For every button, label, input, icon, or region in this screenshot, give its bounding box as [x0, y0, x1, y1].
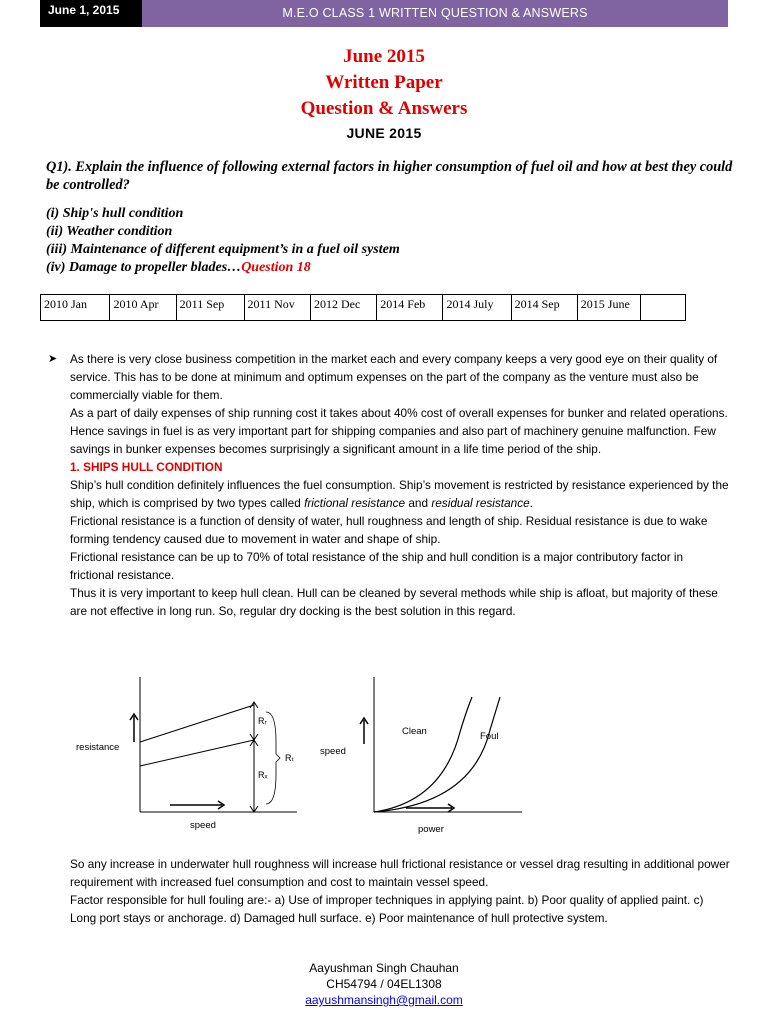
- label-rr: Rᵣ: [258, 716, 267, 726]
- resistance-speed-graph: [76, 677, 297, 831]
- paragraph: Thus it is very important to keep hull clean. Hull can be cleaned by several methods while ship is afloat, but majority of these are not effective in long run. So, regular dry docking is the best solution in this regard.: [70, 586, 718, 618]
- question-reference: Question 18: [241, 260, 311, 275]
- paragraph: Hence savings in fuel is as very important part for shipping companies and also part of machinery genuine malfunction. Few savings in bunker expenses becomes surprisingly a significant amount in a life time period of the ship.: [70, 424, 716, 456]
- speed-power-graph: [320, 677, 522, 835]
- table-cell: 2014 July: [443, 295, 511, 321]
- table-cell: 2011 Nov: [244, 295, 310, 321]
- paragraph: As there is very close business competition in the market each and every company keeps a very good eye on their quality of service. This has to be done at minimum and optimum expenses on the part of the company as the venture must also be commercially viable for them.: [70, 352, 718, 402]
- question-options: [46, 205, 736, 277]
- table-cell: 2011 Sep: [176, 295, 244, 321]
- text-span: and: [405, 496, 432, 510]
- subtitle: JUNE 2015: [346, 125, 422, 141]
- header-title: M.E.O CLASS 1 WRITTEN QUESTION & ANSWERS: [142, 0, 728, 27]
- fig2-xlabel: power: [418, 824, 444, 835]
- curve-label-clean: Clean: [402, 726, 427, 737]
- rt-brace: [266, 712, 280, 804]
- option-2: (ii) Weather condition: [46, 224, 173, 239]
- header-date: June 1, 2015: [40, 0, 142, 27]
- frictional-resistance-line: [140, 740, 254, 766]
- option-1: (i) Ship's hull condition: [46, 206, 184, 221]
- exam-dates-table: [40, 294, 686, 321]
- fig1-ylabel: resistance: [76, 742, 120, 753]
- term-residual: residual resistance: [431, 496, 530, 510]
- paragraph: [70, 476, 730, 512]
- table-cell: 2010 Apr: [110, 295, 176, 321]
- table-cell: 2014 Feb: [377, 295, 443, 321]
- paragraph: So any increase in underwater hull roughness will increase hull frictional resistance or vessel drag resulting in additional power requirement with increased fuel consumption and cost to maintain vessel speed.: [70, 857, 730, 889]
- question-text: Q1). Explain the influence of following external factors in higher consumption of fuel oil and how at best they could be controlled?: [46, 159, 733, 193]
- clean-hull-curve: [374, 697, 472, 812]
- paragraph: As a part of daily expenses of ship running cost it takes about 40% cost of overall expenses for bunker and related operations.: [70, 406, 728, 420]
- answer-conclusion: [70, 855, 730, 927]
- table-cell: 2014 Sep: [511, 295, 577, 321]
- option-4-text: (iv) Damage to propeller blades…: [46, 260, 242, 275]
- label-rf: Rₓ: [258, 770, 268, 780]
- table-cell: 2010 Jan: [41, 295, 110, 321]
- curve-label-foul: Foul: [480, 731, 499, 742]
- page-header: [40, 0, 728, 27]
- figures: [72, 672, 532, 842]
- table-cell: [640, 295, 685, 321]
- label-rt: Rₜ: [285, 753, 295, 763]
- term-frictional: frictional resistance: [304, 496, 406, 510]
- page-footer: [0, 960, 768, 1008]
- title-line-1: June 2015: [343, 46, 425, 67]
- paragraph: Frictional resistance is a function of density of water, hull roughness and length of ship. Residual resistance is due to wake forming tendency caused due to movement in water and shape of ship.: [70, 514, 708, 546]
- title-line-3: Question & Answers: [300, 98, 468, 119]
- title-line-2: Written Paper: [325, 72, 443, 93]
- fig2-ylabel: speed: [320, 746, 346, 757]
- arrow-bullet-icon: ➤: [48, 353, 58, 365]
- foul-hull-curve: [374, 697, 500, 812]
- table-row: [41, 295, 686, 321]
- author-name: Aayushman Singh Chauhan: [309, 961, 459, 975]
- paragraph: Factor responsible for hull fouling are:- a) Use of improper techniques in applying paint. b) Poor quality of applied paint. c) Long port stays or anchorage. d) Damaged hull surface. e) Poor maintenance of hull protective system.: [70, 893, 704, 925]
- table-cell: 2015 June: [577, 295, 640, 321]
- text-span: Ship’s hull condition definitely influences the fuel consumption. Ship’s movement is restricted by resistance experienced by the ship, which is comprised by two types called: [70, 478, 729, 510]
- option-3: (iii) Maintenance of different equipment’s in a fuel oil system: [46, 242, 400, 257]
- section-heading: 1. SHIPS HULL CONDITION: [70, 460, 223, 474]
- answer-body: [48, 350, 730, 620]
- option-4: [46, 259, 736, 277]
- table-cell: 2012 Dec: [310, 295, 376, 321]
- text-span: .: [529, 496, 533, 510]
- total-resistance-line: [140, 705, 254, 742]
- author-id: CH54794 / 04EL1308: [326, 977, 442, 991]
- resistance-speed-diagrams: [72, 672, 532, 842]
- fig1-xlabel: speed: [190, 820, 216, 831]
- paragraph: Frictional resistance can be up to 70% of total resistance of the ship and hull condition is a major contributory factor in frictional resistance.: [70, 550, 684, 582]
- author-email-link[interactable]: aayushmansingh@gmail.com: [305, 993, 463, 1007]
- document-title-block: [0, 44, 768, 141]
